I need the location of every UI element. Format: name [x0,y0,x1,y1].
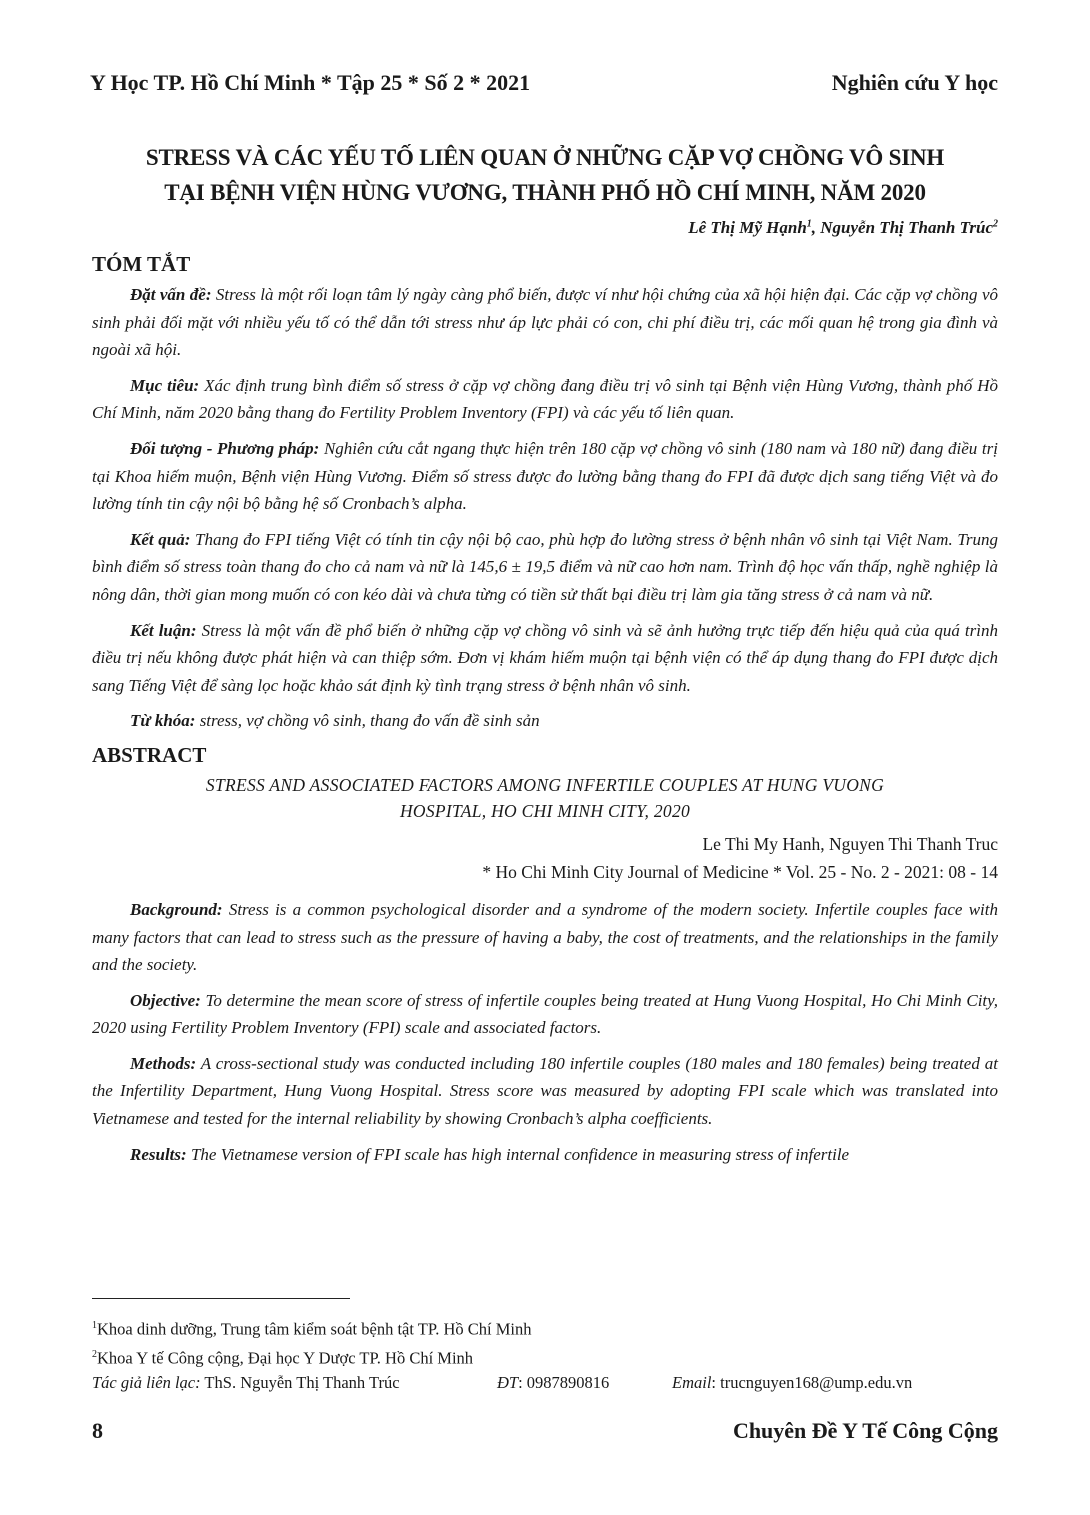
running-header [92,70,998,96]
vn-background-text: Stress là một rối loạn tâm lý ngày càng phổ biến, được ví như hội chứng của xã hội hiện đại. Các cặp vợ chồng vô sinh phải đối mặt với nhiều yếu tố có thể dẫn tới stress như áp lực phải có con, chi phí điều trị, các mối quan hệ trong gia đình và ngoài xã hội. [92,285,998,360]
vn-conclusion-paragraph [92,617,998,700]
en-background-text: Stress is a common psychological disorder and a syndrome of the modern society. Infertile couples face with many factors that can lead to stress such as the pressure of having a baby, the cost of treatments, and the relationships in the family and the society. [92,899,998,975]
footnote-2-marker: 2 [92,1348,97,1360]
author-2-affiliation: 2 [993,218,998,230]
phone-number: : 0987890816 [518,1373,610,1392]
en-background-label: Background: [130,899,223,919]
contact-label: Tác giả liên lạc: [92,1373,201,1392]
vn-conclusion-text: Stress là một vấn đề phổ biến ở những cặp vợ chồng vô sinh và sẽ ảnh hưởng trực tiếp đến hiệu quả của quá trình điều trị nếu không được phát hiện và can thiệp sớm. Đơn vị khám hiếm muộn tại bệnh viện có thể áp dụng thang đo FPI được dịch sang Tiếng Việt để sàng lọc hoặc khảo sát định kỳ tình trạng stress ở bệnh nhân vô sinh. [92,620,998,695]
en-results-paragraph [92,1141,998,1169]
journal-info: Y Học TP. Hồ Chí Minh * Tập 25 * Số 2 * 2021 [90,70,531,95]
article-page [92,70,998,1176]
phone-label: ĐT [497,1373,519,1392]
article-title [92,140,998,210]
contact-name: ThS. Nguyễn Thị Thanh Trúc [200,1373,400,1392]
en-objective-paragraph [92,987,998,1042]
vn-background-paragraph [92,281,998,364]
footnote-1-marker: 1 [92,1320,97,1331]
vn-results-paragraph [92,526,998,609]
corresponding-author [92,1370,998,1395]
en-title-line-1: STRESS AND ASSOCIATED FACTORS AMONG INFERTILE COUPLES AT HUNG VUONG [205,774,885,795]
article-title-line-1: STRESS VÀ CÁC YẾU TỐ LIÊN QUAN Ở NHỮNG CẶP VỢ CHỒNG VÔ SINH [145,145,945,170]
vn-conclusion-label: Kết luận: [130,620,197,640]
en-authors: Le Thi My Hanh, Nguyen Thi Thanh Truc [702,833,998,854]
vn-results-label: Kết quả: [130,529,191,549]
en-methods-paragraph [92,1050,998,1133]
vn-results-text: Thang đo FPI tiếng Việt có tính tin cậy nội bộ cao, phù hợp đo lường stress ở bệnh nhân vô sinh tại Việt Nam. Trung bình điểm số stress toàn thang đo cho cả nam và nữ là 145,6 ± 19,5 điểm và nữ cao hơn nam. Trình độ học vấn thấp, nghề nghiệp là nông dân, thời gian mong muốn có con kéo dài và chưa từng có tiền sử thất bại điều trị làm gia tăng stress ở cả nam và nữ. [92,529,998,604]
section-label: Nghiên cứu Y học [831,70,998,95]
vn-methods-text: Nghiên cứu cắt ngang thực hiện trên 180 cặp vợ chồng vô sinh (180 nam và 180 nữ) đang điều trị tại Khoa hiếm muộn, Bệnh viện Hùng Vương. Điểm số stress được đo lường bằng thang đo FPI đã được dịch sang tiếng Việt và đo lường tính tin cậy nội bộ bằng hệ số Cronbach’s alpha. [92,438,998,514]
en-title-line-2: HOSPITAL, HO CHI MINH CITY, 2020 [399,800,691,821]
footnote-1-text: Khoa dinh dưỡng, Trung tâm kiểm soát bệnh tật TP. Hồ Chí Minh [97,1319,532,1339]
page-footer [92,1418,998,1444]
issue-theme: Chuyên Đề Y Tế Công Cộng [732,1418,998,1443]
vn-objective-paragraph [92,372,998,427]
author-2: Nguyễn Thị Thanh Trúc [820,218,993,237]
author-list [92,218,998,238]
author-1: Lê Thị Mỹ Hạnh [688,218,807,237]
vn-objective-text: Xác định trung bình điểm số stress ở cặp vợ chồng đang điều trị vô sinh tại Bệnh viện Hùng Vương, thành phố Hồ Chí Minh, năm 2020 bằng thang đo Fertility Problem Inventory (FPI) và các yếu tố liên quan. [92,375,998,423]
en-methods-text: A cross-sectional study was conducted including 180 infertile couples (180 males and 180 females) being treated at the Infertility Department, Hung Vuong Hospital. Stress score was measured by adopting FPI scale which was translated into Vietnamese and tested for the internal reliability by showing Cronbach’s alpha coefficients. [92,1053,998,1129]
en-methods-label: Methods: [130,1053,197,1073]
en-background-paragraph [92,896,998,979]
vn-keywords-label: Từ khóa: [130,711,196,731]
footnote-2-text: Khoa Y tế Công cộng, Đại học Y Dược TP. Hồ Chí Minh [97,1348,474,1367]
article-title-line-2: TẠI BỆNH VIỆN HÙNG VƯƠNG, THÀNH PHỐ HỒ CHÍ MINH, NĂM 2020 [164,180,926,205]
en-article-title [92,772,998,824]
page-number: 8 [92,1418,103,1443]
vn-abstract-heading: TÓM TẮT [92,252,191,276]
en-citation: * Ho Chi Minh City Journal of Medicine * Vol. 25 - No. 2 - 2021: 08 - 14 [482,861,998,882]
vn-methods-label: Đối tượng - Phương pháp: [130,438,320,458]
vn-objective-label: Mục tiêu: [130,375,200,395]
author-1-affiliation: 1 [806,218,812,230]
en-results-text: The Vietnamese version of FPI scale has high internal confidence in measuring stress of infertile [186,1144,850,1164]
en-abstract-heading: ABSTRACT [92,742,207,767]
footnotes [92,1313,998,1395]
vn-methods-paragraph [92,435,998,518]
en-results-label: Results: [130,1144,187,1164]
footnote-2 [92,1342,998,1371]
email-address[interactable]: : trucnguyen168@ump.edu.vn [711,1373,913,1392]
vn-keywords-paragraph [92,707,998,735]
author-separator: , [811,218,821,237]
email-label: Email [672,1373,712,1392]
vn-keywords-text: stress, vợ chồng vô sinh, thang đo vấn đề sinh sản [195,711,540,731]
en-objective-text: To determine the mean score of stress of infertile couples being treated at Hung Vuong Hospital, Ho Chi Minh City, 2020 using Fertility Problem Inventory (FPI) scale and associated factors. [92,990,998,1038]
footnote-rule [92,1298,350,1299]
footnote-1 [92,1313,998,1342]
en-objective-label: Objective: [130,990,201,1010]
vn-background-label: Đặt vấn đề: [130,285,212,304]
